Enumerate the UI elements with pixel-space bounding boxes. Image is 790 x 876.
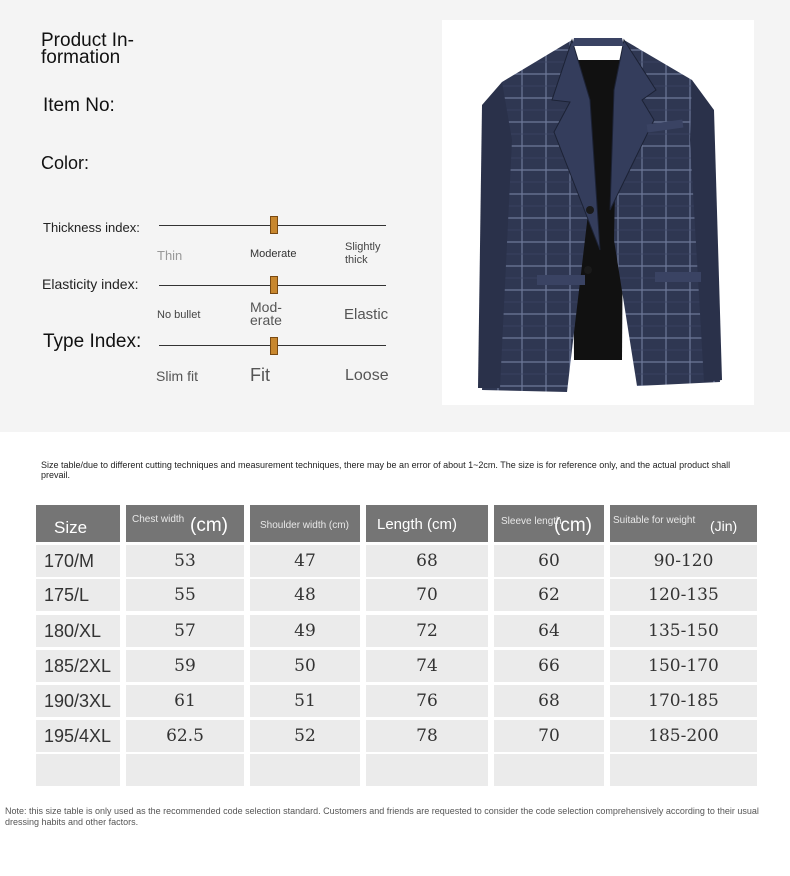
table-cell-weight: 170-185 bbox=[610, 685, 757, 717]
table-cell-size: 175/L bbox=[36, 579, 120, 611]
table-cell-shoulder-width: 50 bbox=[250, 650, 360, 682]
thickness-option-thin: Thin bbox=[157, 248, 183, 263]
elasticity-index-marker bbox=[270, 276, 278, 294]
table-cell-length: 72 bbox=[366, 615, 488, 647]
table-cell-sleeve-length: 60 bbox=[494, 545, 604, 577]
table-cell-length: 70 bbox=[366, 579, 488, 611]
table-cell-chest-width: 55 bbox=[126, 579, 244, 611]
header-sleeve-length bbox=[494, 505, 604, 542]
product-photo bbox=[442, 20, 754, 405]
table-cell-length: 76 bbox=[366, 685, 488, 717]
size-table-note: Size table/due to different cutting techniques and measurement techniques, there may be an error of about 1~2cm. The size is for reference only, and the actual product shall prevail. bbox=[41, 460, 731, 480]
header-weight bbox=[610, 505, 757, 542]
table-cell-length: 78 bbox=[366, 720, 488, 752]
elasticity-option-moderate: Mod- erate bbox=[250, 299, 282, 328]
table-cell-size: 190/3XL bbox=[36, 685, 120, 717]
header-chest-width bbox=[126, 505, 244, 542]
type-option-fit: Fit bbox=[250, 365, 270, 385]
table-cell-shoulder-width: 52 bbox=[250, 720, 360, 752]
table-cell-shoulder-width: 47 bbox=[250, 545, 360, 577]
table-cell-sleeve-length: 64 bbox=[494, 615, 604, 647]
table-cell-size bbox=[36, 754, 120, 786]
table-cell-length bbox=[366, 754, 488, 786]
header-weight-label: Suitable for weight bbox=[613, 515, 696, 526]
thickness-index-label: Thickness index: bbox=[43, 220, 140, 235]
header-size-label: Size bbox=[54, 518, 88, 537]
table-cell-sleeve-length: 62 bbox=[494, 579, 604, 611]
thickness-option-slightly-thick: Slightly thick bbox=[345, 241, 381, 266]
thickness-option-moderate: Moderate bbox=[250, 248, 297, 260]
type-option-loose: Loose bbox=[345, 367, 389, 384]
color-label: Color: bbox=[41, 153, 90, 173]
header-sleeve-length-unit: (cm) bbox=[554, 515, 592, 536]
type-index-marker bbox=[270, 337, 278, 355]
header-chest-width-label: Chest width bbox=[132, 514, 185, 525]
table-cell-size: 185/2XL bbox=[36, 650, 120, 682]
table-cell-weight bbox=[610, 754, 757, 786]
header-length-label: Length (cm) bbox=[377, 516, 458, 533]
table-cell-size: 180/XL bbox=[36, 615, 120, 647]
table-cell-weight: 185-200 bbox=[610, 720, 757, 752]
elasticity-option-no-bullet: No bullet bbox=[157, 309, 201, 321]
header-sleeve-length-label: Sleeve length bbox=[501, 516, 562, 527]
table-cell-chest-width bbox=[126, 754, 244, 786]
table-cell-sleeve-length bbox=[494, 754, 604, 786]
header-length bbox=[366, 505, 488, 542]
table-cell-size: 170/M bbox=[36, 545, 120, 577]
header-weight-unit: (Jin) bbox=[710, 518, 738, 534]
table-cell-weight: 150-170 bbox=[610, 650, 757, 682]
table-cell-shoulder-width: 48 bbox=[250, 579, 360, 611]
item-no-label: Item No: bbox=[43, 95, 115, 116]
table-cell-size: 195/4XL bbox=[36, 720, 120, 752]
table-cell-weight: 135-150 bbox=[610, 615, 757, 647]
table-cell-sleeve-length: 70 bbox=[494, 720, 604, 752]
table-cell-shoulder-width: 51 bbox=[250, 685, 360, 717]
table-cell-shoulder-width: 49 bbox=[250, 615, 360, 647]
thickness-index-marker bbox=[270, 216, 278, 234]
table-cell-chest-width: 53 bbox=[126, 545, 244, 577]
table-cell-chest-width: 61 bbox=[126, 685, 244, 717]
product-info-title: Product In- formation bbox=[41, 30, 134, 68]
table-cell-length: 68 bbox=[366, 545, 488, 577]
elasticity-index-label: Elasticity index: bbox=[42, 276, 139, 292]
footer-note: Note: this size table is only used as the recommended code selection standard. Customers and friends are requested to consider the code selection comprehensively according to their usual dressing habits and other factors. bbox=[5, 806, 759, 827]
table-cell-chest-width: 57 bbox=[126, 615, 244, 647]
table-cell-weight: 120-135 bbox=[610, 579, 757, 611]
header-size bbox=[36, 505, 120, 542]
table-cell-chest-width: 59 bbox=[126, 650, 244, 682]
table-cell-weight: 90-120 bbox=[610, 545, 757, 577]
table-cell-length: 74 bbox=[366, 650, 488, 682]
header-shoulder-width-label: Shoulder width (cm) bbox=[260, 520, 349, 531]
table-cell-chest-width: 62.5 bbox=[126, 720, 244, 752]
table-cell-sleeve-length: 66 bbox=[494, 650, 604, 682]
table-cell-sleeve-length: 68 bbox=[494, 685, 604, 717]
blazer-photo-icon bbox=[442, 20, 754, 405]
header-chest-width-unit: (cm) bbox=[190, 515, 228, 536]
header-shoulder-width bbox=[250, 505, 360, 542]
table-cell-shoulder-width bbox=[250, 754, 360, 786]
type-option-slim-fit: Slim fit bbox=[156, 368, 198, 384]
type-index-label: Type Index: bbox=[43, 331, 142, 352]
elasticity-option-elastic: Elastic bbox=[344, 306, 389, 323]
